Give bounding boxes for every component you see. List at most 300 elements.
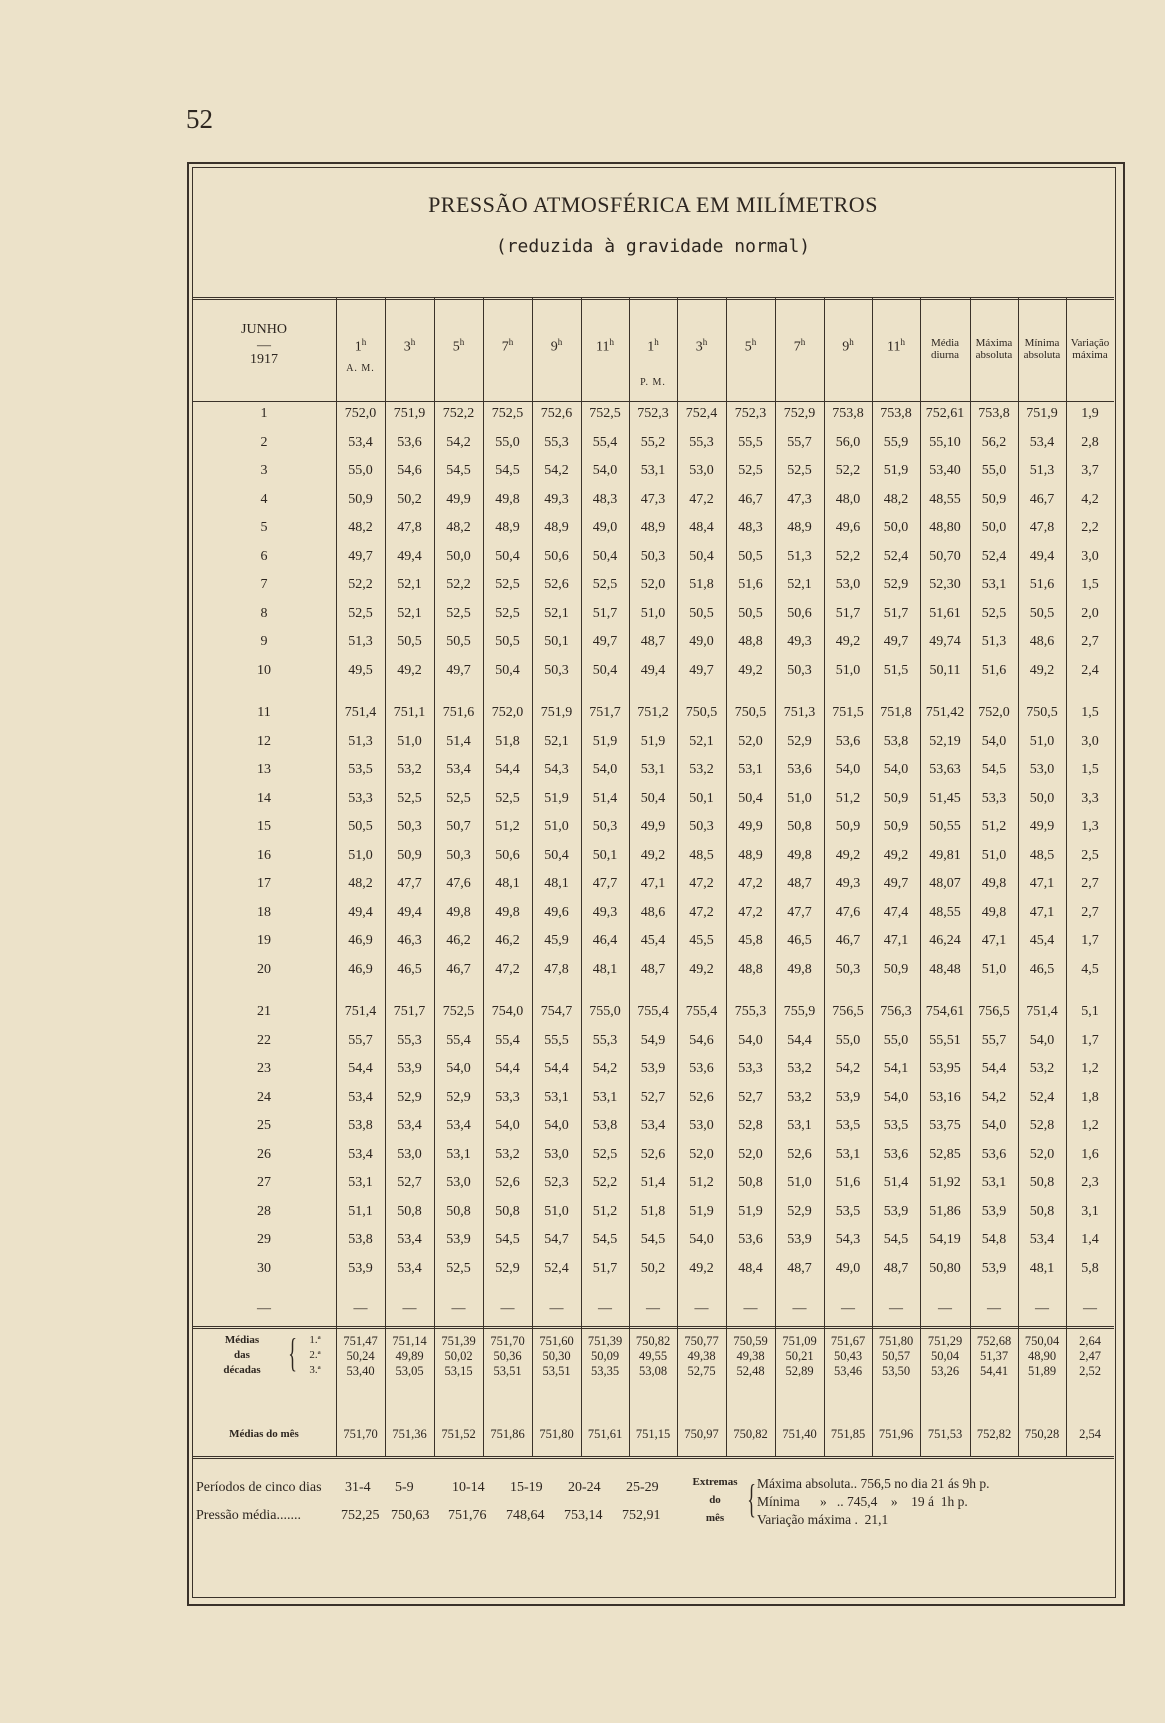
table-cell: 50,2: [640, 1260, 666, 1276]
table-cell: 50,5: [1029, 605, 1055, 621]
table-cell: 47,7: [592, 876, 618, 891]
month-average-cell: 750,28: [1024, 1427, 1060, 1441]
table-cell: 51,3: [348, 733, 373, 749]
table-cell: 48,5: [689, 847, 714, 863]
table-cell: 51,9: [689, 1203, 714, 1219]
table-cell: 53,0: [689, 463, 714, 478]
month-average-cell: 752,82: [976, 1427, 1012, 1441]
row-day-label: 14: [257, 790, 271, 806]
table-cell: 48,7: [787, 876, 812, 891]
table-cell: 48,9: [640, 520, 666, 535]
table-cell: 755,4: [685, 1004, 718, 1019]
decade-number: 1.ª: [309, 1334, 321, 1346]
table-cell: 55,4: [495, 1032, 520, 1048]
extremas-label: Extremas: [692, 1476, 738, 1488]
hour-unit: h: [900, 337, 905, 347]
table-cell: 54,0: [1029, 1032, 1055, 1048]
table-cell: 49,2: [397, 662, 422, 678]
dash-mark: —: [257, 1301, 271, 1316]
row-day-label: 2: [260, 434, 268, 450]
table-cell: 50,55: [929, 819, 961, 834]
dash-mark: —: [841, 1301, 855, 1316]
table-cell: 51,2: [689, 1175, 714, 1190]
row-day-label: 23: [257, 1061, 271, 1076]
table-cell: 52,5: [981, 605, 1007, 621]
table-cell: 53,1: [981, 577, 1007, 592]
table-cell: 55,7: [981, 1032, 1007, 1048]
table-cell: 53,4: [348, 1089, 373, 1105]
table-cell: 54,0: [592, 463, 618, 478]
table-cell: 755,9: [783, 1004, 816, 1019]
table-cell: 50,5: [738, 548, 763, 564]
table-cell: 51,8: [640, 1203, 666, 1219]
table-cell: 752,0: [978, 705, 1010, 720]
extremas-line: Mínima » .. 745,4 » 19 á 1h p.: [757, 1494, 968, 1509]
table-cell: 49,0: [689, 634, 714, 649]
header-minima-absoluta: [1018, 337, 1066, 361]
table-cell: 751,4: [344, 1004, 377, 1019]
table-cell: 46,7: [1029, 491, 1055, 507]
table-cell: 2,7: [1081, 876, 1099, 891]
table-cell: 54,2: [446, 434, 471, 450]
table-cell: 54,5: [495, 1232, 520, 1247]
table-cell: 49,2: [835, 847, 861, 863]
table-cell: 53,0: [835, 577, 861, 592]
decade-average-cell: 48,90: [1027, 1349, 1057, 1363]
table-cell: 52,1: [397, 577, 422, 592]
table-cell: 49,9: [738, 819, 763, 834]
table-cell: 53,9: [981, 1260, 1007, 1276]
table-cell: 49,8: [981, 904, 1007, 920]
table-cell: 750,5: [685, 705, 718, 720]
table-cell: 755,0: [589, 1004, 621, 1019]
header-top-rule: [192, 299, 1114, 300]
header-month: JUNHO: [241, 322, 287, 337]
hour-unit: h: [508, 337, 514, 347]
table-cell: 752,4: [685, 406, 718, 421]
table-cell: 752,3: [734, 406, 767, 421]
table-cell: 2,8: [1081, 434, 1099, 450]
table-cell: 54,0: [738, 1032, 763, 1048]
decades-top-rule: [192, 1328, 1114, 1329]
table-cell: 50,5: [348, 819, 373, 834]
table-cell: 49,2: [689, 1260, 714, 1276]
table-cell: 54,2: [592, 1061, 618, 1076]
table-cell: 52,6: [689, 1089, 714, 1105]
table-cell: 49,7: [592, 634, 618, 649]
decade-average-cell: 49,89: [395, 1349, 424, 1363]
table-cell: 53,4: [397, 1260, 422, 1276]
dash-mark: —: [1035, 1301, 1049, 1316]
table-cell: 55,5: [544, 1032, 569, 1048]
table-cell: 752,61: [925, 406, 965, 421]
table-cell: 48,0: [835, 491, 861, 507]
decade-average-cell: 52,48: [736, 1364, 765, 1378]
table-cell: 49,9: [640, 819, 666, 834]
header-hour-8: [677, 337, 726, 356]
table-cell: 2,2: [1081, 520, 1099, 535]
month-average-cell: 751,61: [587, 1427, 623, 1441]
decade-average-cell: 50,30: [542, 1349, 571, 1363]
table-cell: 53,6: [981, 1146, 1007, 1162]
table-cell: 53,8: [348, 1118, 373, 1133]
table-cell: 4,5: [1081, 961, 1099, 977]
decade-average-cell: 50,09: [590, 1349, 620, 1363]
table-cell: 53,9: [981, 1203, 1007, 1219]
header-hour-12: [872, 337, 920, 356]
table-cell: 54,0: [835, 762, 861, 777]
table-cell: 1,8: [1081, 1089, 1099, 1105]
table-cell: 50,1: [592, 847, 618, 863]
header-dash: —: [257, 338, 271, 353]
dash-mark: —: [598, 1301, 612, 1316]
row-day-label: 28: [257, 1203, 271, 1219]
pressao-value: 750,63: [391, 1508, 430, 1523]
table-cell: 50,8: [738, 1175, 763, 1190]
table-cell: 49,4: [397, 548, 422, 564]
pressao-value: 751,76: [448, 1508, 487, 1523]
table-cell: 54,5: [592, 1232, 618, 1247]
table-cell: 753,8: [832, 406, 864, 421]
table-cell: 52,4: [883, 548, 909, 564]
table-cell: 46,5: [787, 933, 812, 948]
header-hour-7: [629, 337, 677, 356]
table-cell: 54,4: [787, 1032, 812, 1048]
table-cell: 50,8: [397, 1203, 422, 1219]
hour-number: 7: [793, 339, 801, 355]
table-cell: 46,4: [592, 933, 618, 948]
table-cell: 48,55: [929, 491, 961, 507]
periodo-value: 20-24: [568, 1480, 601, 1495]
table-cell: 50,9: [397, 847, 422, 863]
dash-mark: —: [987, 1301, 1001, 1316]
table-cell: 50,4: [495, 662, 520, 678]
table-cell: 52,1: [689, 733, 714, 749]
row-day-label: 3: [260, 463, 268, 478]
hour-unit: h: [654, 337, 659, 347]
table-cell: 49,2: [1029, 662, 1055, 678]
table-cell: 53,4: [640, 1118, 666, 1133]
table-cell: 46,5: [1029, 961, 1055, 977]
table-cell: 47,8: [544, 961, 569, 977]
table-cell: 54,6: [397, 463, 422, 478]
table-cell: 752,5: [442, 1004, 475, 1019]
table-cell: 753,8: [978, 406, 1010, 421]
table-cell: 52,7: [640, 1089, 666, 1105]
table-cell: 2,7: [1081, 634, 1099, 649]
table-cell: 52,6: [495, 1175, 520, 1190]
table-bottom-rule: [192, 1456, 1114, 1457]
table-cell: 47,2: [738, 904, 763, 920]
table-cell: 751,6: [442, 705, 475, 720]
table-cell: 54,19: [929, 1232, 961, 1247]
table-cell: 52,5: [592, 1146, 618, 1162]
table-cell: 49,9: [446, 491, 471, 507]
table-cell: 56,0: [835, 434, 861, 450]
table-cell: 47,7: [397, 876, 422, 891]
table-cell: 754,61: [925, 1004, 965, 1019]
brace-glyph: {: [747, 1476, 756, 1521]
decades-top-rule: [192, 1326, 1114, 1327]
table-cell: 47,1: [640, 876, 666, 891]
row-day-label: 27: [257, 1175, 271, 1190]
table-cell: 49,0: [592, 520, 618, 535]
table-cell: 50,1: [544, 634, 569, 649]
decade-average-cell: 53,15: [444, 1364, 473, 1378]
table-cell: 51,0: [1029, 733, 1055, 749]
table-cell: 48,1: [1029, 1260, 1055, 1276]
header-media-diurna-line-2: diurna: [930, 349, 960, 361]
table-cell: 52,0: [1029, 1146, 1055, 1162]
table-cell: 55,9: [883, 434, 909, 450]
table-cell: 54,3: [544, 762, 569, 777]
table-cell: 50,5: [446, 634, 471, 649]
hour-unit: h: [800, 337, 806, 347]
hour-unit: h: [410, 337, 416, 347]
table-cell: 47,6: [835, 904, 861, 920]
table-cell: 50,6: [544, 548, 569, 564]
table-cell: 53,2: [1029, 1061, 1055, 1076]
dash-mark: —: [451, 1301, 466, 1316]
table-cell: 52,1: [544, 733, 569, 749]
table-cell: 51,0: [981, 847, 1007, 863]
table-cell: 50,3: [689, 819, 714, 834]
table-cell: 53,8: [883, 733, 909, 749]
table-cell: 52,9: [787, 733, 812, 749]
table-cell: 755,3: [734, 1004, 767, 1019]
row-day-label: 15: [257, 819, 271, 834]
header-hour-3: [434, 337, 483, 356]
pressao-value: 748,64: [506, 1508, 545, 1523]
dash-mark: —: [792, 1301, 807, 1316]
table-cell: 50,9: [835, 819, 861, 834]
decade-average-cell: 750,59: [733, 1334, 768, 1348]
decade-average-cell: 51,89: [1027, 1364, 1057, 1378]
table-cell: 54,9: [640, 1032, 666, 1048]
table-cell: 50,9: [883, 819, 909, 834]
table-cell: 46,5: [397, 961, 422, 977]
pressao-value: 753,14: [564, 1508, 603, 1523]
table-cell: 50,80: [929, 1260, 961, 1276]
table-cell: 53,4: [1029, 434, 1055, 450]
table-cell: 52,5: [495, 790, 520, 806]
table-cell: 54,2: [981, 1089, 1007, 1105]
table-cell: 51,4: [592, 790, 618, 806]
table-cell: 51,2: [495, 819, 520, 834]
table-cell: 53,6: [835, 733, 861, 749]
table-cell: 55,4: [446, 1032, 471, 1048]
table-cell: 752,0: [491, 705, 524, 720]
decade-average-cell: 52,89: [785, 1364, 814, 1378]
table-cell: 53,6: [883, 1146, 909, 1162]
table-cell: 53,9: [883, 1203, 909, 1219]
table-cell: 53,4: [446, 1118, 471, 1133]
table-cell: 54,0: [544, 1118, 569, 1133]
decade-average-cell: 750,77: [684, 1334, 719, 1348]
table-cell: 50,0: [883, 520, 909, 535]
table-cell: 53,9: [446, 1232, 471, 1247]
dash-mark: —: [1083, 1301, 1097, 1316]
dash-mark: —: [500, 1301, 515, 1316]
month-average-cell: 750,82: [733, 1427, 768, 1441]
hour-number: 1: [647, 339, 655, 355]
header-maxima-absoluta-line-1: Máxima: [975, 337, 1013, 349]
table-cell: 752,5: [589, 406, 621, 421]
header-year: 1917: [250, 352, 278, 367]
table-cell: 49,0: [835, 1260, 861, 1276]
table-cell: 55,4: [592, 434, 618, 450]
table-cell: 53,2: [787, 1061, 812, 1076]
table-cell: 52,5: [446, 605, 471, 621]
extremas-line: Máxima absoluta.. 756,5 no dia 21 ás 9h p.: [757, 1476, 990, 1491]
hour-unit: h: [702, 337, 708, 347]
table-cell: 49,8: [446, 904, 471, 920]
table-cell: 52,5: [495, 577, 520, 592]
table-cell: 51,45: [929, 790, 961, 806]
table-cell: 52,9: [397, 1089, 422, 1105]
header-media-diurna-line-1: Média: [930, 337, 960, 349]
hour-number: 3: [695, 339, 703, 355]
header-hour-6: [581, 337, 629, 356]
table-cell: 48,2: [883, 491, 909, 507]
table-cell: 50,4: [592, 662, 618, 678]
table-cell: 52,4: [544, 1260, 569, 1276]
pressao-value: 752,91: [622, 1508, 661, 1523]
header-top-rule: [192, 297, 1114, 298]
decade-average-cell: 51,37: [979, 1349, 1009, 1363]
hour-number: 5: [452, 339, 460, 355]
table-cell: 751,9: [393, 406, 426, 421]
table-cell: 50,3: [835, 961, 861, 977]
table-cell: 47,2: [689, 904, 714, 920]
table-cell: 51,9: [640, 733, 666, 749]
table-cell: 53,5: [348, 762, 373, 777]
table-cell: 48,7: [640, 961, 666, 977]
decade-average-cell: 50,36: [493, 1349, 522, 1363]
table-cell: 51,0: [640, 605, 666, 621]
table-cell: 46,7: [446, 961, 471, 977]
extremas-label: do: [709, 1494, 721, 1506]
table-cell: 55,3: [689, 434, 714, 450]
table-cell: 50,0: [1029, 790, 1055, 806]
table-cell: 46,9: [348, 933, 373, 948]
table-cell: 3,0: [1081, 548, 1099, 564]
table-cell: 48,80: [929, 520, 961, 535]
table-cell: 52,4: [981, 548, 1007, 564]
table-cell: 1,5: [1081, 762, 1099, 777]
table-cell: 48,8: [738, 961, 763, 977]
table-cell: 53,9: [640, 1061, 666, 1076]
table-cell: 53,75: [929, 1118, 961, 1133]
table-cell: 51,0: [397, 733, 422, 749]
table-cell: 55,10: [929, 434, 961, 450]
table-cell: 54,5: [981, 762, 1007, 777]
table-bottom-rule: [192, 1458, 1114, 1459]
table-cell: 50,0: [446, 548, 471, 564]
table-cell: 756,5: [978, 1004, 1010, 1019]
hour-unit: h: [609, 337, 614, 347]
table-cell: 50,0: [981, 520, 1007, 535]
dash-mark: —: [743, 1301, 758, 1316]
table-cell: 55,51: [929, 1032, 961, 1048]
table-cell: 55,2: [640, 434, 666, 450]
table-cell: 51,3: [1029, 463, 1055, 478]
row-day-label: 21: [257, 1004, 271, 1019]
table-cell: 2,5: [1081, 847, 1099, 863]
table-cell: 53,9: [787, 1232, 812, 1247]
table-cell: 50,3: [787, 662, 812, 678]
decade-average-cell: 751,14: [392, 1334, 427, 1348]
hour-unit: h: [557, 337, 563, 347]
decade-average-cell: 53,51: [493, 1364, 522, 1378]
table-cell: 50,4: [544, 847, 569, 863]
table-cell: 53,6: [738, 1232, 763, 1247]
table-cell: 53,8: [592, 1118, 618, 1133]
table-cell: 53,9: [397, 1061, 422, 1076]
table-cell: 47,7: [787, 904, 812, 920]
table-cell: 48,7: [787, 1260, 812, 1276]
table-cell: 51,3: [981, 634, 1007, 649]
table-cell: 47,1: [1029, 876, 1055, 891]
table-cell: 54,0: [981, 1118, 1007, 1133]
table-cell: 50,5: [397, 634, 422, 649]
decade-average-cell: 751,39: [587, 1334, 623, 1348]
decade-average-cell: 751,39: [441, 1334, 476, 1348]
table-cell: 52,2: [592, 1175, 618, 1190]
table-cell: 50,4: [640, 790, 666, 806]
decade-average-cell: 53,51: [542, 1364, 571, 1378]
table-cell: 52,6: [787, 1146, 812, 1162]
table-cell: 49,2: [640, 847, 666, 863]
dash-mark: —: [646, 1301, 660, 1316]
table-cell: 53,3: [348, 790, 373, 806]
table-cell: 1,4: [1081, 1232, 1099, 1247]
table-cell: 1,9: [1081, 406, 1099, 421]
row-day-label: 17: [257, 876, 271, 891]
hour-unit: h: [849, 337, 854, 347]
table-title: PRESSÃO ATMOSFÉRICA EM MILÍMETROS: [428, 192, 878, 217]
table-cell: 48,48: [929, 961, 961, 977]
table-cell: 51,0: [787, 1175, 812, 1190]
table-cell: 53,2: [689, 762, 714, 777]
table-cell: 3,7: [1081, 463, 1099, 478]
header-hour-5: [532, 337, 581, 356]
table-cell: 48,2: [446, 520, 471, 535]
table-cell: 753,8: [880, 406, 912, 421]
table-cell: 751,7: [589, 705, 621, 720]
row-day-label: 26: [257, 1146, 271, 1162]
table-cell: 54,8: [981, 1232, 1007, 1247]
decade-average-cell: 50,57: [881, 1349, 911, 1363]
table-cell: 51,0: [348, 847, 373, 863]
table-cell: 50,8: [1029, 1175, 1055, 1190]
table-cell: 47,6: [446, 876, 471, 891]
table-cell: 48,3: [592, 491, 618, 507]
table-cell: 51,8: [689, 577, 714, 592]
table-cell: 50,8: [495, 1203, 520, 1219]
table-cell: 49,81: [929, 847, 961, 863]
header-minima-absoluta-line-2: absoluta: [1023, 349, 1061, 361]
decade-average-cell: 53,50: [881, 1364, 911, 1378]
header-bottom-rule: [192, 401, 1114, 402]
table-cell: 53,0: [544, 1146, 569, 1162]
row-day-label: 22: [257, 1032, 271, 1048]
table-cell: 51,0: [544, 819, 569, 834]
decade-average-cell: 49,38: [687, 1349, 716, 1363]
table-cell: 47,1: [883, 933, 909, 948]
table-cell: 754,0: [491, 1004, 524, 1019]
hour-number: 3: [403, 339, 411, 355]
